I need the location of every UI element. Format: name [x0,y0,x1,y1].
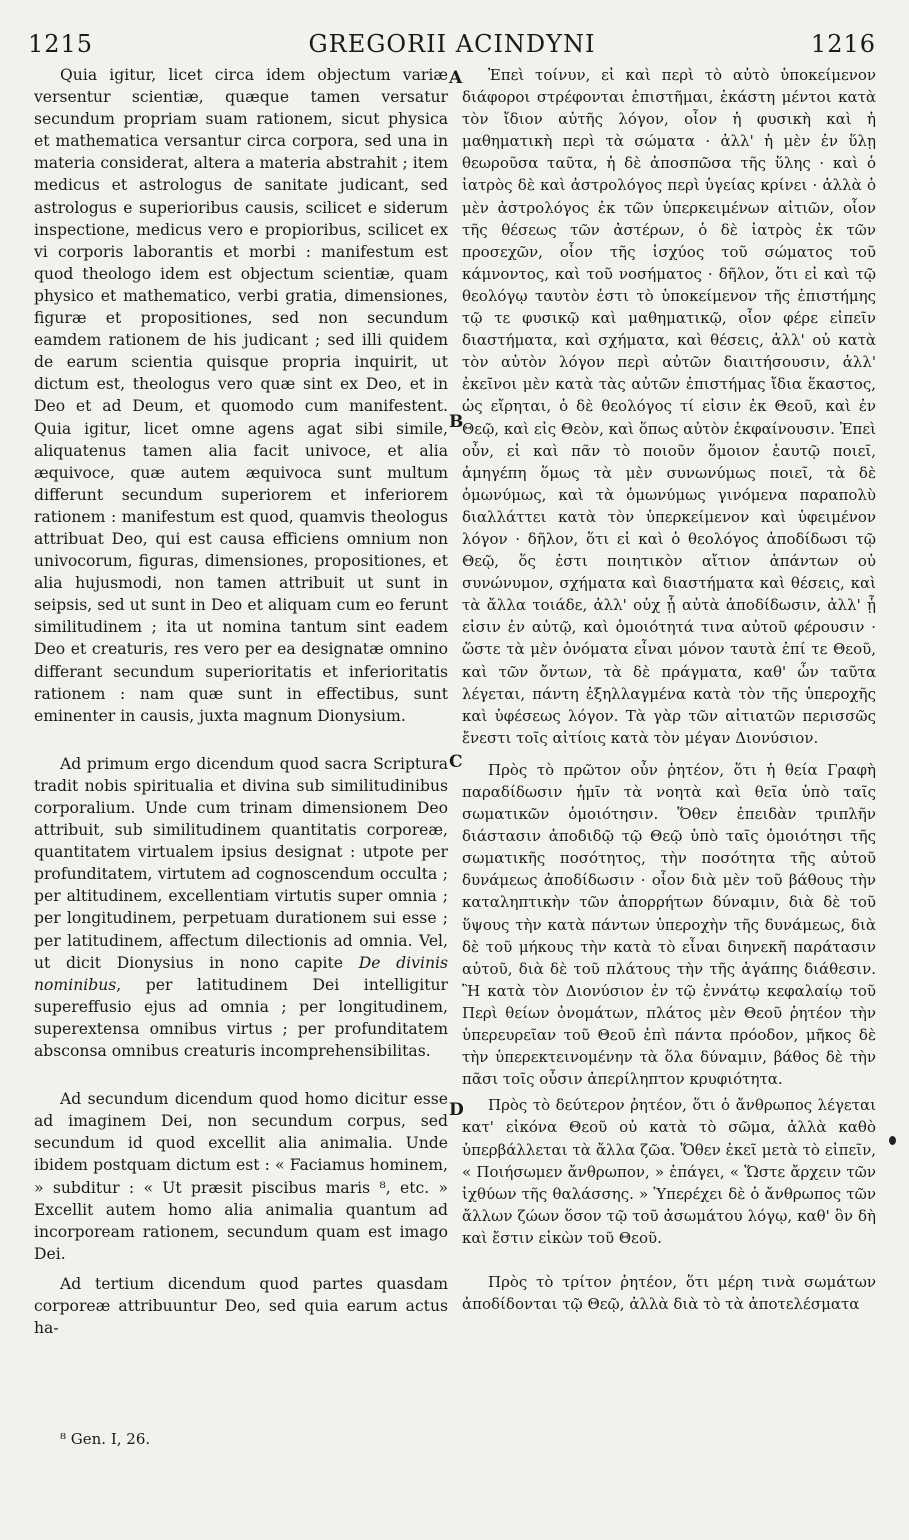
latin-paragraph-1: Quia igitur, licet circa idem objectum variæ versentur scientiæ, quæque tamen versatur secundum propriam suam rationem, sicut physica et mathematica versantur circa corpora, sed una in materia considerat, altera a materia abstrahit ; item medicus et astrologus de sanitate judicant, sed astrologus e superioribus causis, scilicet e siderum inspectione, medicus vero e propioribus, scilicet ex vi corporis laborantis et morbi : manifestum est quod theologo idem est objectum scientiæ, quam physico et mathematico, verbi gratia, dimensiones, figuræ et propositiones, sed non secundum eamdem rationem de his judicant ; sed illi quidem de earum scientia quisque propria inquirit, ut dictum est, theologus vero quæ sint ex Deo, et in Deo et ad Deum, et quomodo cum manifestent. Quia igitur, licet omne agens agat sibi simile, aliquatenus tamen alia facit univoce, et alia æquivoce, quæ autem æquivoca sunt multum differunt secundum superiorem et inferiorem rationem : manifestum est quod, quamvis theologus attribuat Deo, qui est causa efficiens omnium non univocorum, figuras, dimensiones, propositiones, et alia hujusmodi, non tamen attribuit ut sunt in seipsis, sed ut sunt in Deo et aliquam cum eo ferunt similitudinem ; ita ut nomina tantum sint eadem Deo et creaturis, res vero per ea designatæ omnino differant secundum superioritatis et inferioritatis rationem : nam quæ sunt in effectibus, sunt eminenter in causis, juxta magnum Dionysium. [34,66,448,725]
latin-column [34,64,448,1339]
latin-paragraph-2: Ad primum ergo dicendum quod sacra Scriptura tradit nobis spiritualia et divina sub similitudinibus corporalium. Unde cum trinam dimensionem Deo attribuit, sub similitudinem quantitatis corporeæ, quantitatem virtualem ipsius designat : utpote per profunditatem, virtutem ad cognoscendum occulta ; per altitudinem, excellentiam virtutis super omnia ; per longitudinem, perpetuam durationem sui esse ; per latitudinem, affectum dilectionis ad omnia. Vel, ut dicit Dionysius in nono capite De divinis nominibus, per latitudinem Dei intelligitur supereffusio ejus ad omnia ; per longitudinem, superextensa omnibus virtus ; per profunditatem absconsa omnibus creaturis incomprehensibilitas. [34,754,448,1061]
margin-marker-c: C [449,752,463,772]
latin-italic-title: De divinis nominibus [34,953,448,994]
greek-paragraph-4: Πρὸς τὸ τρίτον ῥητέον, ὅτι μέρη τινὰ σωμάτων ἀποδίδονται τῷ Θεῷ, ἀλλὰ διὰ τὸ τὰ ἀποτελέσματα [462,1272,876,1314]
latin-paragraph-4: Ad tertium dicendum quod partes quasdam corporeæ attribuuntur Deo, sed quia earum actus ha- [34,1274,448,1338]
latin-paragraph-3: Ad secundum dicendum quod homo dicitur esse ad imaginem Dei, non secundum corpus, sed secundum id quod excellit alia animalia. Unde ibidem postquam dictum est : « Faciamus hominem, » subditur : « Ut præsit piscibus maris ⁸, etc. » Excellit autem homo alia animalia quantum ad incorpoream rationem, secundum quam est imago Dei. [34,1090,448,1263]
page-number-right: 1216 [810,30,876,58]
running-header [28,30,876,60]
greek-paragraph-1: Ἐπεὶ τοίνυν, εἰ καὶ περὶ τὸ αὐτὸ ὑποκείμενον διάφοροι στρέφονται ἐπιστῆμαι, ἑκάστη μέντοι κατὰ τὸν ἴδιον αὐτῆς λόγον, οἷον ἡ φυσικὴ καὶ ἡ μαθηματικὴ περὶ τὰ σώματα · ἀλλ' ἡ μὲν ἐν ὕλῃ θεωροῦσα ταῦτα, ἡ δὲ ἀποσπῶσα τῆς ὕλης · καὶ ὁ ἰατρὸς δὲ καὶ ἀστρολόγος περὶ ὑγείας κρίνει · ἀλλὰ ὁ μὲν ἀστρολόγος ἐκ τῶν ὑπερκειμένων αἰτιῶν, οἷον τῆς θέσεως τῶν ἀστέρων, ὁ δὲ ἰατρὸς ἐκ τῶν προσεχῶν, οἷον τῆς ἰσχύος τοῦ σώματος τοῦ κάμνοντος, καὶ τοῦ νοσήματος · δῆλον, ὅτι εἰ καὶ τῷ θεολόγῳ ταυτὸν ἐστι τὸ ὑποκείμενον τῆς ἐπιστήμης τῷ τε φυσικῷ καὶ μαθηματικῷ, οἷον φέρε εἰπεῖν διαστήματα, καὶ σχήματα, καὶ θέσεις, ἀλλ' οὐ κατὰ τὸν αὐτὸν λόγον περὶ αὐτῶν διαιτήσουσιν, ἀλλ' ἐκεῖνοι μὲν κατὰ τὰς αὐτῶν ἐπιστήμας ἴδια ἕκαστος, ὡς εἴρηται, ὁ δὲ θεολόγος τί εἰσιν ἐκ Θεοῦ, καὶ ἐν Θεῷ, καὶ εἰς Θεὸν, καὶ ὅπως αὐτὸν ἐκφαίνουσιν. Ἐπεὶ οὖν, εἰ καὶ πᾶν τὸ ποιοῦν ὅμοιον ἑαυτῷ ποιεῖ, ἀμηγέπη ὅμως τὰ μὲν συνωνύμως ποιεῖ, τὰ δὲ ὁμωνύμως, καὶ τὰ ὁμωνύμως γινόμενα παραπολὺ διαλλάττει κατὰ τὸν ὑπερκείμενον καὶ ὑφειμένον λόγον · δῆλον, ὅτι εἰ καὶ ὁ θεολόγος ἀποδίδωσι τῷ Θεῷ, ὅς ἐστι ποιητικὸν αἴτιον ἁπάντων οὐ συνώνυμον, σχήματα καὶ διαστήματα καὶ θέσεις, καὶ τὰ ἄλλα τοιάδε, ἀλλ' οὐχ ᾗ αὐτὰ ἀποδίδωσιν, ἀλλ' ᾗ εἰσιν ἐν αὐτῷ, καὶ ὁμοιότητά τινα αὐτοῦ φέρουσιν · ὥστε τὰ μὲν ὀνόματα εἶναι μόνον ταυτὰ ἐπί τε Θεοῦ, καὶ τῶν ὄντων, τὰ δὲ πράγματα, καθ' ὧν ταῦτα λέγεται, πάντη ἐξηλλαγμένα κατὰ τὸν τῆς ὑπεροχῆς καὶ ὑφέσεως λόγον. Τὰ γὰρ τῶν αἰτιατῶν περισσῶς ἔνεστι τοῖς αἰτίοις κατὰ τὸν μέγαν Διονύσιον. [462,66,876,747]
margin-marker-a: A [449,68,463,88]
page-number-left: 1215 [28,30,94,58]
ink-dot [889,1136,896,1145]
running-title: GREGORII ACINDYNI [308,30,596,58]
greek-column [462,64,876,1315]
margin-marker-d: D [449,1100,464,1120]
margin-marker-b: B [449,412,464,432]
greek-paragraph-2: Πρὸς τὸ πρῶτον οὖν ῥητέον, ὅτι ἡ θεία Γραφὴ παραδίδωσιν ἡμῖν τὰ νοητὰ καὶ θεῖα ὑπὸ ταῖς σωματικῶν ὁμοιότησιν. Ὅθεν ἐπειδὰν τριπλῆν διάστασιν ἀποδιδῷ τῷ Θεῷ ὑπὸ ταῖς ὁμοιότησι τῆς σωματικῆς ποσότητος, τὴν ποσότητα τῆς αὐτοῦ δυνάμεως ἀποδίδωσιν · οἷον διὰ μὲν τοῦ βάθους τὴν καταληπτικὴν τῶν ἀπορρήτων δύναμιν, διὰ δὲ τοῦ ὕψους τὴν κατὰ πάντων ὑπεροχὴν τῆς δυνάμεως, διὰ δὲ τοῦ μήκους τὴν κατὰ τὸ εἶναι διηνεκῆ παράτασιν αὐτοῦ, διὰ δὲ τοῦ πλάτους τὴν τῆς ἀγάπης διάθεσιν. Ἢ κατὰ τὸν Διονύσιον ἐν τῷ ἐννάτῳ κεφαλαίῳ τοῦ Περὶ θείων ὀνομάτων, πλάτος μὲν Θεοῦ ῥητέον τὴν ὑπερευρεῖαν τοῦ Θεοῦ ἐπὶ πάντα πρόοδον, μῆκος δὲ τὴν ὑπερεκτεινομένην τὰ ὅλα δύναμιν, βάθος δὲ τὴν πᾶσι τοῖς οὖσιν ἀπερίληπτον κρυφιότητα. [462,760,876,1089]
footnote: ⁸ Gen. I, 26. [60,1430,151,1448]
greek-paragraph-3: Πρὸς τὸ δεύτερον ῥητέον, ὅτι ὁ ἄνθρωπος λέγεται κατ' εἰκόνα Θεοῦ οὐ κατὰ τὸ σῶμα, ἀλλὰ καθὸ ὑπερβάλλεται τὰ ἄλλα ζῶα. Ὅθεν ἐκεῖ μετὰ τὸ εἰπεῖν, « Ποιήσωμεν ἄνθρωπον, » ἐπάγει, « Ὥστε ἄρχειν τῶν ἰχθύων τῆς θαλάσσης. » Ὑπερέχει δὲ ὁ ἄνθρωπος τῶν ἄλλων ζώων ὅσον τῷ τοῦ ἀσωμάτου λόγῳ, καθ' ὃν δὴ καὶ ἔστιν εἰκὼν τοῦ Θεοῦ. [462,1096,876,1247]
